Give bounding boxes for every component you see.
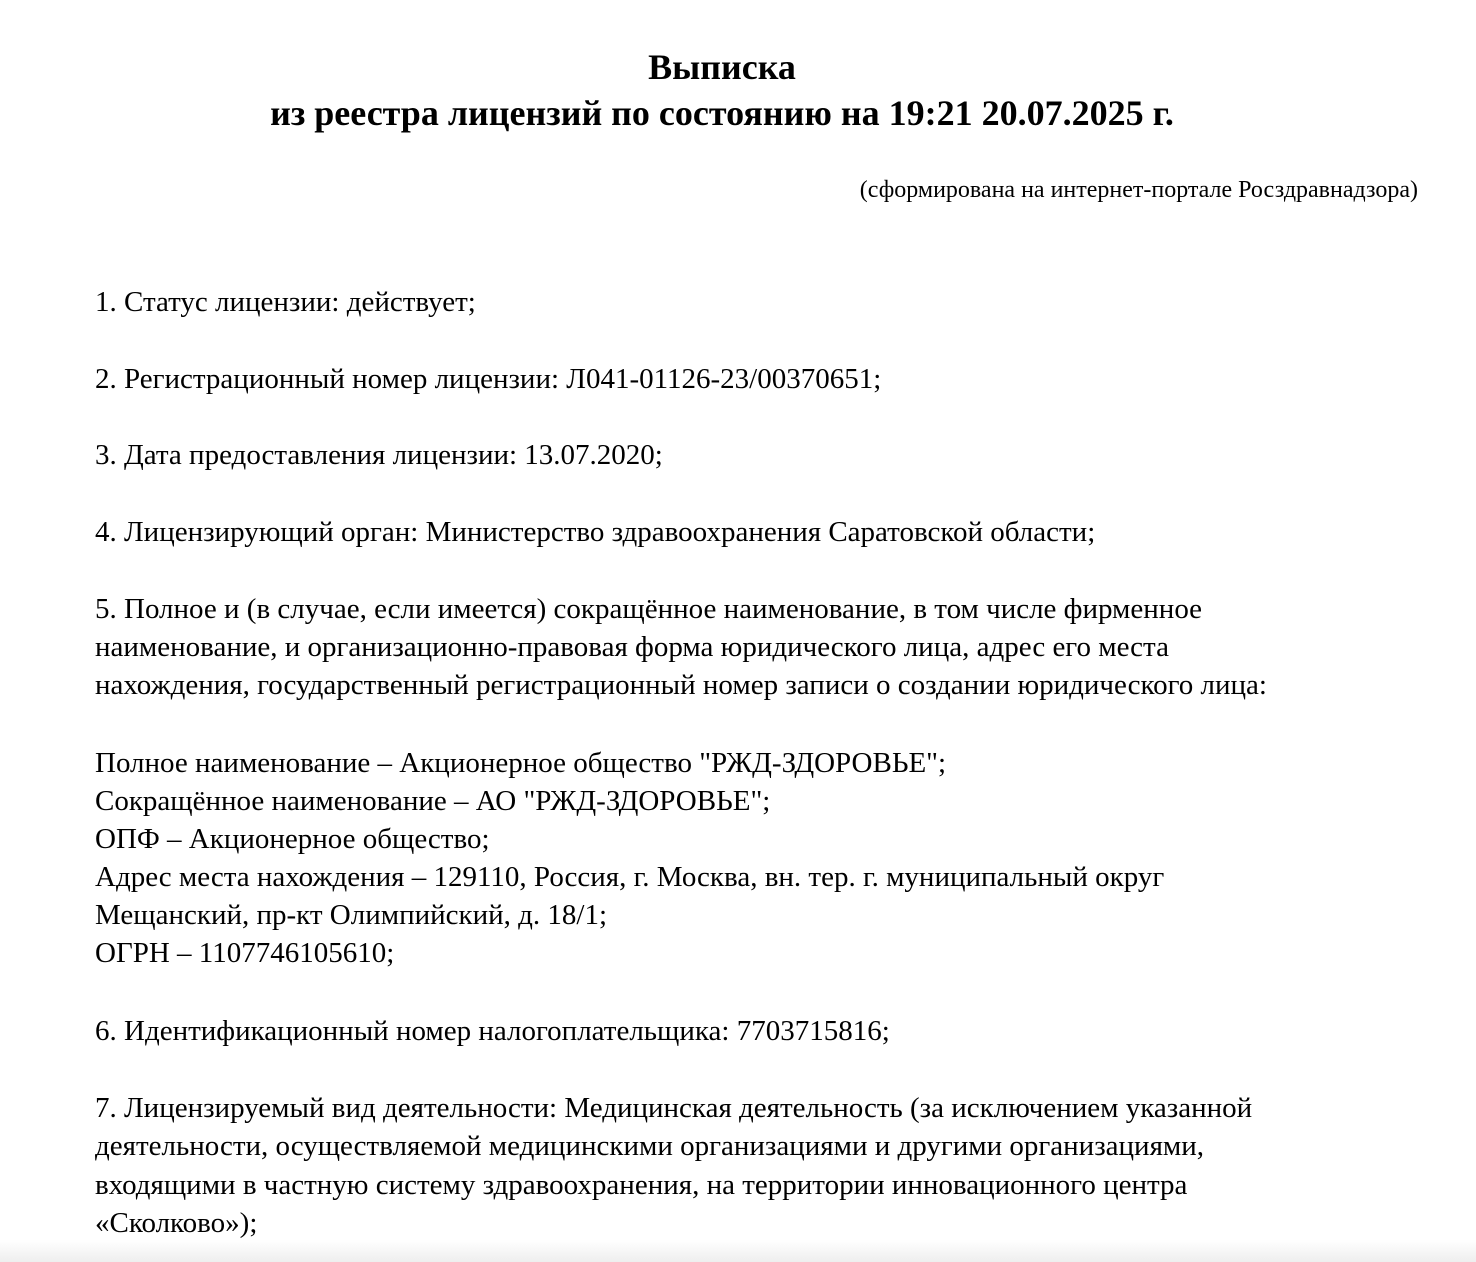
org-address-continued: Мещанский, пр-кт Олимпийский, д. 18/1;: [95, 899, 608, 931]
page-bottom-shadow: [0, 1240, 1476, 1262]
org-section-header-line: нахождения, государственный регистрационный номер записи о создании юридического лица:: [95, 669, 1267, 701]
org-section-header-line: 5. Полное и (в случае, если имеется) сокращённое наименование, в том числе фирменное: [95, 593, 1203, 625]
license-status: 1. Статус лицензии: действует;: [95, 286, 476, 318]
taxpayer-id: 6. Идентификационный номер налогоплательщика: 7703715816;: [95, 1015, 890, 1047]
licensed-activity-line: входящими в частную систему здравоохранения, на территории инновационного центра: [95, 1169, 1188, 1201]
license-registration-number: 2. Регистрационный номер лицензии: Л041-01126-23/00370651;: [95, 363, 882, 395]
licensed-activity-line: «Сколково»);: [95, 1207, 258, 1239]
licensed-activity-line: 7. Лицензируемый вид деятельности: Медицинская деятельность (за исключением указанной: [95, 1092, 1253, 1124]
org-legal-form: ОПФ – Акционерное общество;: [95, 823, 490, 855]
document-source-note: (сформирована на интернет-портале Росздравнадзора): [859, 177, 1418, 203]
org-ogrn: ОГРН – 1107746105610;: [95, 937, 395, 969]
org-address: Адрес места нахождения – 129110, Россия, г. Москва, вн. тер. г. муниципальный округ: [95, 861, 1165, 893]
org-section-header-line: наименование, и организационно-правовая форма юридического лица, адрес его места: [95, 631, 1169, 663]
document-title: Выписка: [648, 47, 796, 87]
org-full-name: Полное наименование – Акционерное общество "РЖД-ЗДОРОВЬЕ";: [95, 747, 947, 779]
org-short-name: Сокращённое наименование – АО "РЖД-ЗДОРОВЬЕ";: [95, 785, 771, 817]
licensing-body: 4. Лицензирующий орган: Министерство здравоохранения Саратовской области;: [95, 516, 1096, 548]
document-title-subline: из реестра лицензий по состоянию на 19:21 20.07.2025 г.: [270, 93, 1174, 133]
licensed-activity-line: деятельности, осуществляемой медицинскими организациями и другими организациями,: [95, 1130, 1205, 1162]
license-grant-date: 3. Дата предоставления лицензии: 13.07.2020;: [95, 439, 663, 471]
